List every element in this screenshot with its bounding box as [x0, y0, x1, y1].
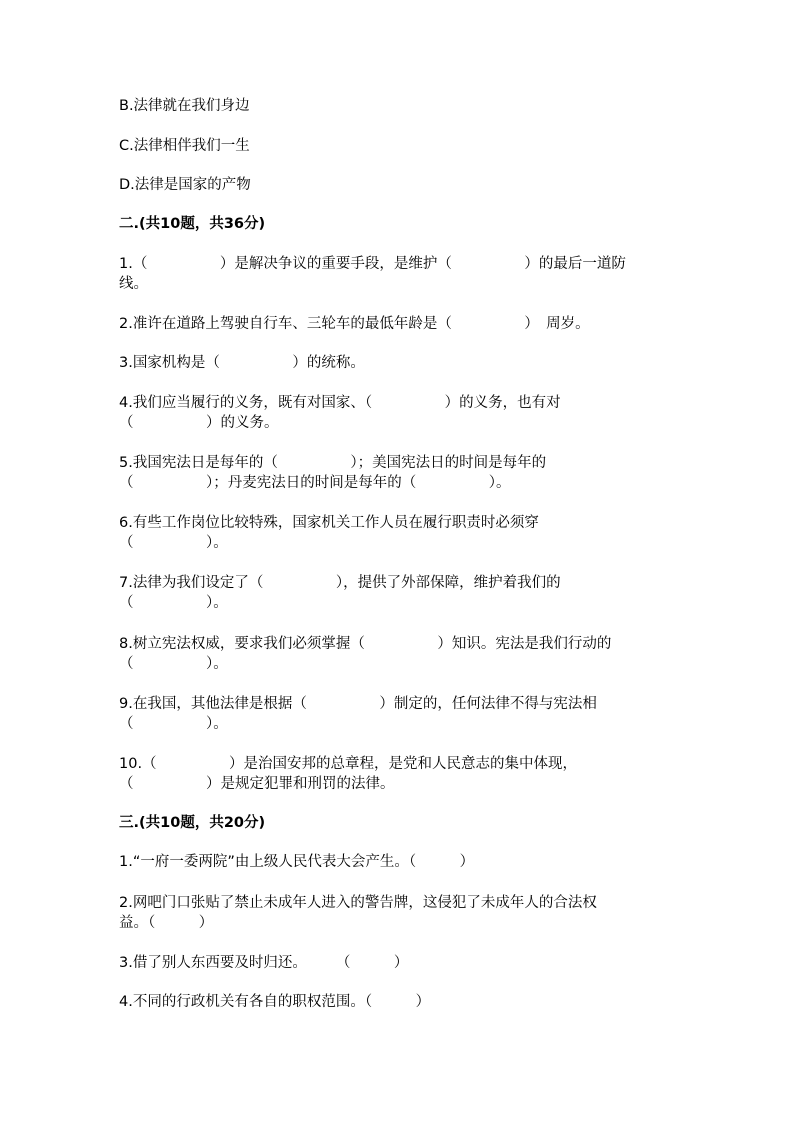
s3-q1-line1: 1.“一府一委两院”由上级人民代表大会产生。（ ）	[119, 854, 475, 870]
s2-q9-line2: （ ）。	[119, 716, 228, 732]
s2-q10-line1: 10.（ ）是治国安邦的总章程，是党和人民意志的集中体现，	[119, 756, 578, 772]
s3-q3-line1: 3.借了别人东西要及时归还。 （ ）	[119, 955, 409, 971]
s2-q5-line1: 5.我国宪法日是每年的（ ）；美国宪法日的时间是每年的	[119, 455, 547, 471]
s3-q2-line2: 益。（ ）	[119, 915, 214, 931]
s2-q1-line2: 线。	[119, 276, 148, 292]
option-d: D.法律是国家的产物	[119, 177, 251, 193]
s2-q10-line2: （ ）是规定犯罪和刑罚的法律。	[119, 776, 395, 792]
s3-q2-line1: 2.网吧门口张贴了禁止未成年人进入的警告牌，这侵犯了未成年人的合法权	[119, 895, 597, 911]
s2-q9-line1: 9.在我国，其他法律是根据（ ）制定的，任何法律不得与宪法相	[119, 696, 597, 712]
s2-q8-line2: （ ）。	[119, 656, 228, 672]
s2-q6-line2: （ ）。	[119, 535, 228, 551]
option-b: B.法律就在我们身边	[119, 98, 250, 114]
s3-q4-line1: 4.不同的行政机关有各自的职权范围。（ ）	[119, 994, 431, 1010]
s2-q7-line1: 7.法律为我们设定了（ ），提供了外部保障，维护着我们的	[119, 575, 561, 591]
s2-q4-line1: 4.我们应当履行的义务，既有对国家、（ ）的义务，也有对	[119, 395, 561, 411]
section-3-heading: 三.(共10题，共20分)	[119, 815, 266, 831]
s2-q4-line2: （ ）的义务。	[119, 415, 279, 431]
s2-q7-line2: （ ）。	[119, 595, 228, 611]
s2-q6-line1: 6.有些工作岗位比较特殊，国家机关工作人员在履行职责时必须穿	[119, 515, 539, 531]
s2-q8-line1: 8.树立宪法权威，要求我们必须掌握（ ）知识。宪法是我们行动的	[119, 636, 612, 652]
s2-q1-line1: 1.（ ）是解决争议的重要手段，是维护（ ）的最后一道防	[119, 256, 626, 272]
s2-q2-line1: 2.准许在道路上驾驶自行车、三轮车的最低年龄是（ ） 周岁。	[119, 316, 590, 332]
option-c: C.法律相伴我们一生	[119, 138, 250, 154]
section-2-heading: 二.(共10题，共36分)	[119, 216, 266, 232]
s2-q3-line1: 3.国家机构是（ ）的统称。	[119, 355, 365, 371]
s2-q5-line2: （ ）；丹麦宪法日的时间是每年的（ ）。	[119, 475, 511, 491]
